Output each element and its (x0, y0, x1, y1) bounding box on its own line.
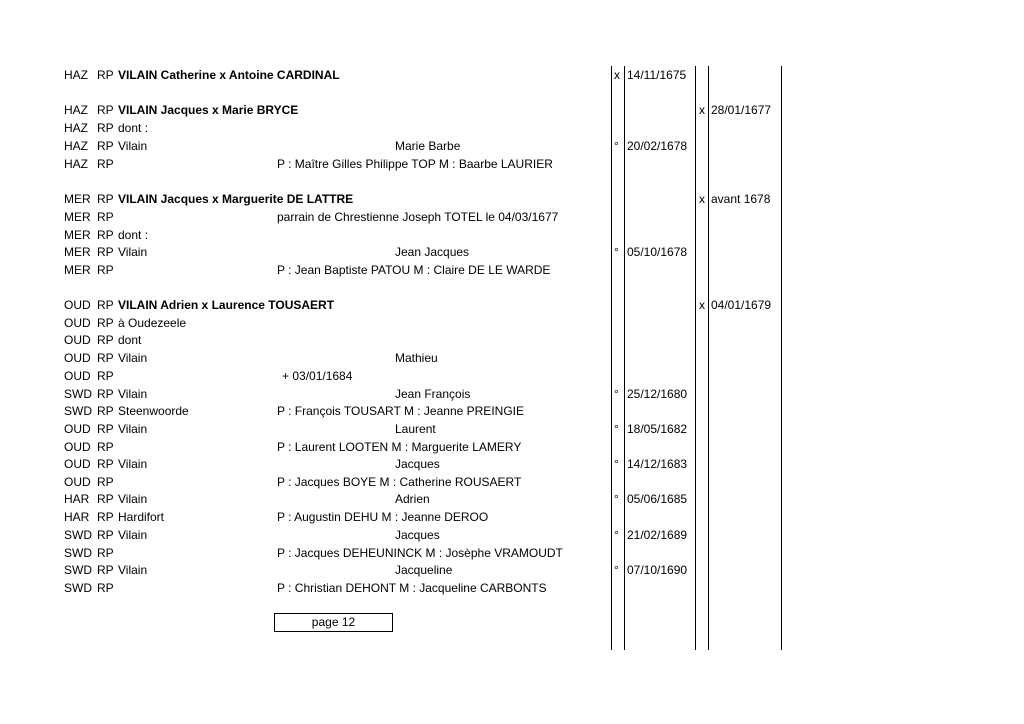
parish-code: HAZ (64, 103, 88, 117)
event-symbol: ° (614, 422, 619, 436)
entry-detail: P : François TOUSART M : Jeanne PREINGIE (277, 404, 524, 418)
register-code: RP (97, 333, 114, 347)
entry-detail: P : Jacques DEHEUNINCK M : Josèphe VRAMOUDT (277, 546, 563, 560)
entry-detail: P : Jean Baptiste PATOU M : Claire DE LE WARDE (277, 263, 551, 277)
event-symbol: x (614, 68, 620, 82)
entry-detail: P : Jacques BOYE M : Catherine ROUSAERT (277, 475, 522, 489)
entry-text: Vilain (118, 387, 148, 401)
register-code: RP (97, 103, 114, 117)
marriage-date: 04/01/1679 (711, 298, 772, 312)
parish-code: SWD (64, 546, 92, 560)
page-number-box (274, 613, 393, 632)
register-code: RP (97, 245, 114, 259)
event-symbol: ° (614, 492, 619, 506)
register-code: RP (97, 422, 114, 436)
parish-code: HAR (64, 510, 90, 524)
register-code: RP (97, 157, 114, 171)
entry-text: VILAIN Catherine x Antoine CARDINAL (118, 68, 340, 82)
register-code: RP (97, 139, 114, 153)
entry-text: Vilain (118, 457, 148, 471)
first-name: Mathieu (395, 351, 438, 365)
event-symbol: ° (614, 139, 619, 153)
event-date: 20/02/1678 (627, 139, 688, 153)
register-code: RP (97, 581, 114, 595)
register-code: RP (97, 210, 114, 224)
entry-text: dont (118, 333, 142, 347)
entry-text: à Oudezeele (118, 316, 187, 330)
event-date: 25/12/1680 (627, 387, 688, 401)
first-name: Laurent (395, 422, 436, 436)
entry-detail: P : Laurent LOOTEN M : Marguerite LAMERY (277, 440, 522, 454)
entry-detail: P : Maître Gilles Philippe TOP M : Baarbe LAURIER (277, 157, 553, 171)
register-code: RP (97, 510, 114, 524)
event-symbol: ° (614, 457, 619, 471)
marriage-date: avant 1678 (711, 192, 771, 206)
register-code: RP (97, 351, 114, 365)
marriage-symbol: x (699, 103, 705, 117)
column-rule-3 (695, 66, 696, 650)
column-rule-4 (708, 66, 709, 650)
parish-code: HAZ (64, 157, 88, 171)
register-code: RP (97, 404, 114, 418)
event-symbol: ° (614, 563, 619, 577)
entry-text: Vilain (118, 351, 148, 365)
parish-code: OUD (64, 457, 91, 471)
parish-code: OUD (64, 369, 91, 383)
event-date: 05/10/1678 (627, 245, 688, 259)
entry-text: Vilain (118, 492, 148, 506)
register-code: RP (97, 475, 114, 489)
first-name: Jacques (395, 528, 440, 542)
entry-text: Vilain (118, 563, 148, 577)
event-date: 05/06/1685 (627, 492, 688, 506)
event-date: 14/11/1675 (627, 68, 687, 82)
marriage-date: 28/01/1677 (711, 103, 772, 117)
entry-text: Vilain (118, 139, 148, 153)
entry-detail: parrain de Chrestienne Joseph TOTEL le 04/03/1677 (277, 210, 559, 224)
first-name: Adrien (395, 492, 430, 506)
first-name: Jean François (395, 387, 471, 401)
event-date: 18/05/1682 (627, 422, 688, 436)
column-rule-5 (781, 66, 782, 650)
register-code: RP (97, 492, 114, 506)
entry-text: VILAIN Jacques x Marguerite DE LATTRE (118, 192, 354, 206)
column-rule-1 (611, 66, 612, 650)
register-code: RP (97, 121, 114, 135)
parish-code: MER (64, 228, 91, 242)
entry-detail: P : Augustin DEHU M : Jeanne DEROO (277, 510, 489, 524)
entry-text: Steenwoorde (118, 404, 189, 418)
parish-code: MER (64, 263, 91, 277)
parish-code: MER (64, 245, 91, 259)
register-code: RP (97, 263, 114, 277)
parish-code: OUD (64, 298, 91, 312)
parish-code: SWD (64, 528, 92, 542)
page-number: page 12 (311, 615, 356, 629)
register-code: RP (97, 228, 114, 242)
column-rule-2 (624, 66, 625, 650)
entry-text: Vilain (118, 528, 148, 542)
parish-code: HAZ (64, 68, 88, 82)
entry-text: dont : (118, 228, 149, 242)
entry-text: VILAIN Adrien x Laurence TOUSAERT (118, 298, 335, 312)
event-date: 21/02/1689 (627, 528, 688, 542)
register-code: RP (97, 457, 114, 471)
first-name: Marie Barbe (395, 139, 461, 153)
event-date: 07/10/1690 (627, 563, 688, 577)
entry-detail: P : Christian DEHONT M : Jacqueline CARBONTS (277, 581, 547, 595)
register-code: RP (97, 298, 114, 312)
parish-code: OUD (64, 351, 91, 365)
parish-code: SWD (64, 563, 92, 577)
event-date: 14/12/1683 (627, 457, 688, 471)
marriage-symbol: x (699, 298, 705, 312)
register-code: RP (97, 192, 114, 206)
parish-code: OUD (64, 440, 91, 454)
event-symbol: ° (614, 528, 619, 542)
entry-text: Vilain (118, 245, 148, 259)
register-code: RP (97, 369, 114, 383)
entry-text: VILAIN Jacques x Marie BRYCE (118, 103, 299, 117)
first-name: Jacques (395, 457, 440, 471)
entry-text: Hardifort (118, 510, 165, 524)
event-symbol: ° (614, 387, 619, 401)
parish-code: MER (64, 192, 91, 206)
register-code: RP (97, 528, 114, 542)
entry-detail: + 03/01/1684 (282, 369, 353, 383)
parish-code: HAZ (64, 139, 88, 153)
entry-text: dont : (118, 121, 149, 135)
parish-code: HAZ (64, 121, 88, 135)
first-name: Jacqueline (395, 563, 453, 577)
marriage-symbol: x (699, 192, 705, 206)
register-code: RP (97, 387, 114, 401)
parish-code: OUD (64, 422, 91, 436)
parish-code: OUD (64, 316, 91, 330)
parish-code: MER (64, 210, 91, 224)
event-symbol: ° (614, 245, 619, 259)
entry-text: Vilain (118, 422, 148, 436)
parish-code: SWD (64, 581, 92, 595)
parish-code: SWD (64, 387, 92, 401)
register-code: RP (97, 546, 114, 560)
parish-code: SWD (64, 404, 92, 418)
register-code: RP (97, 440, 114, 454)
first-name: Jean Jacques (395, 245, 470, 259)
register-code: RP (97, 563, 114, 577)
parish-code: OUD (64, 475, 91, 489)
register-code: RP (97, 68, 114, 82)
parish-code: HAR (64, 492, 90, 506)
parish-code: OUD (64, 333, 91, 347)
register-code: RP (97, 316, 114, 330)
